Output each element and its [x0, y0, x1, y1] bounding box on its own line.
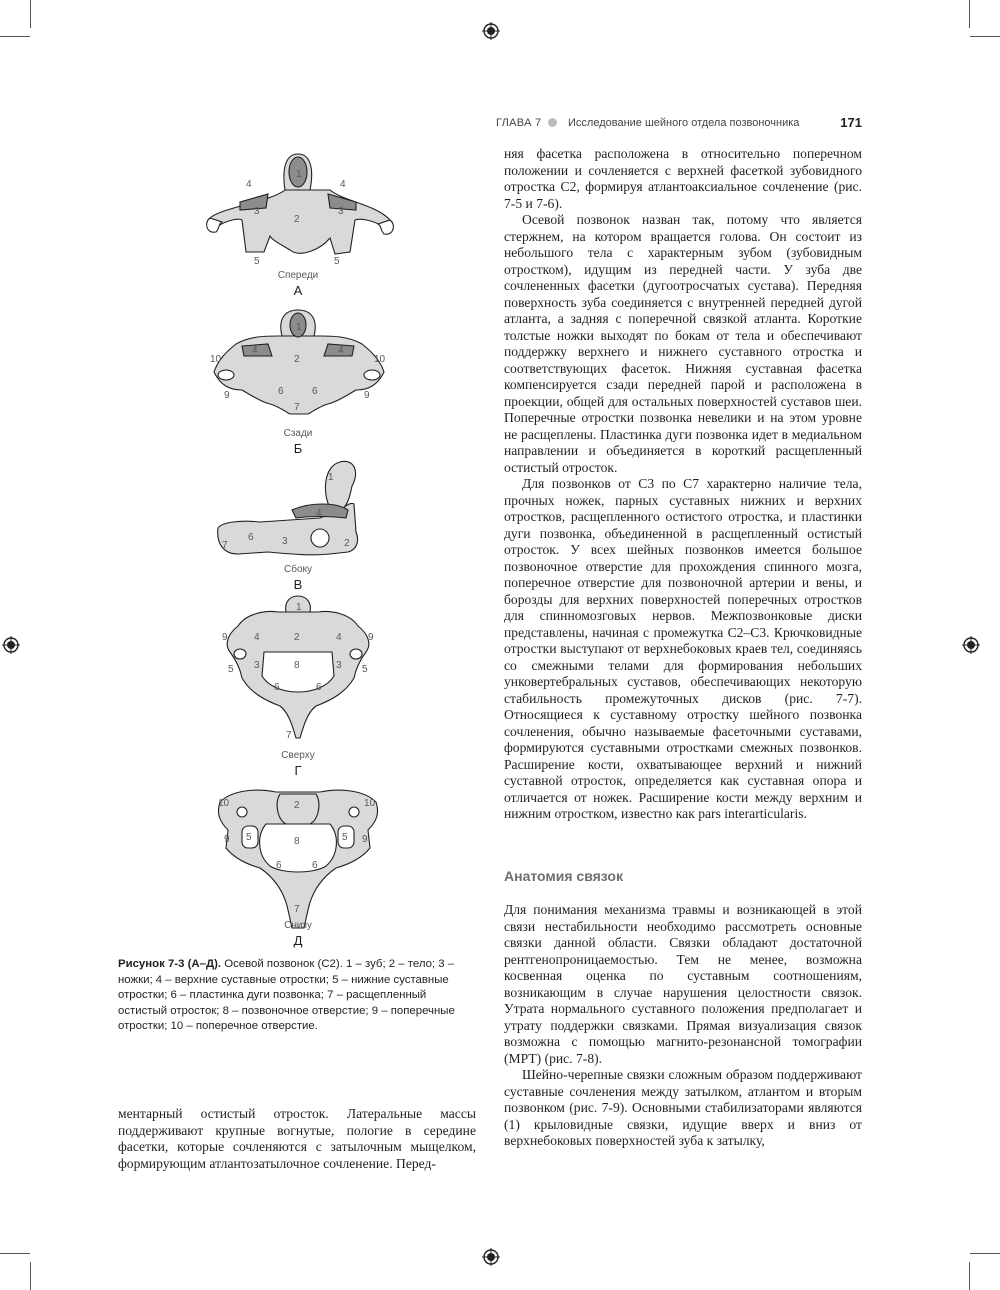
svg-text:9: 9 [364, 390, 370, 401]
view-letter: А [293, 283, 303, 298]
svg-text:10: 10 [218, 798, 230, 809]
svg-text:9: 9 [362, 834, 368, 845]
view-anterior [207, 154, 394, 267]
caption-text: Осевой позвонок (С2). 1 – зуб; 2 – тело; 3 – ножки; 4 – верхние суставные отростки; 5 – нижние суставные отростки; 6 – пластинка дуги позвонка; 7 – расщепленный остистый отросток; 8 – позвоночное отверстие; 9 – поперечные отростки; 10 – поперечное отверстие. [118, 958, 455, 1032]
svg-text:1: 1 [328, 472, 334, 483]
svg-text:5: 5 [246, 832, 252, 843]
svg-text:3: 3 [338, 206, 344, 217]
view-label: Сверху [281, 750, 315, 761]
chapter-label: ГЛАВА 7 [496, 117, 542, 129]
svg-text:7: 7 [294, 904, 300, 915]
svg-text:9: 9 [222, 632, 228, 643]
svg-text:10: 10 [374, 354, 386, 365]
crop-mark [970, 1253, 1000, 1254]
crop-mark [969, 0, 970, 28]
caption-label: Рисунок 7-3 [118, 958, 185, 970]
svg-text:7: 7 [222, 540, 228, 551]
crop-mark [30, 1262, 31, 1290]
svg-text:6: 6 [248, 532, 254, 543]
svg-text:7: 7 [286, 730, 292, 741]
bullet-icon [548, 118, 557, 127]
registration-mark-icon [2, 636, 20, 654]
paragraph: Шейно-черепные связки сложным образом поддерживают суставные сочленения между затылком, атлантом и вторым позвонком (рис. 7-9). Основными стабилизаторами являются (1) крыловидные связки, идущие вверх и вниз от верхнебоковых поверхностей зуба к затылку, [504, 1067, 862, 1148]
paragraph: няя фасетка расположена в относительно поперечном положении и сочленяется с верхней фасеткой зубовидного отростка С2, формируя атлантоаксиальное сочленение (рис. 7-5 и 7-6). [504, 146, 862, 211]
crop-mark [969, 1262, 970, 1290]
svg-text:3: 3 [254, 660, 260, 671]
svg-text:6: 6 [276, 860, 282, 871]
left-column [118, 1106, 476, 1172]
crop-mark [30, 0, 31, 28]
svg-text:6: 6 [278, 386, 284, 397]
figure-caption [118, 957, 478, 1035]
svg-text:1: 1 [296, 322, 302, 333]
svg-text:8: 8 [294, 836, 300, 847]
registration-mark-icon [482, 1248, 500, 1266]
svg-text:9: 9 [224, 390, 230, 401]
svg-text:5: 5 [362, 664, 368, 675]
svg-text:6: 6 [312, 860, 318, 871]
view-letter: Г [294, 763, 302, 778]
crop-mark [0, 1253, 30, 1254]
chapter-title: Исследование шейного отдела позвоночника [568, 117, 800, 129]
crop-mark [970, 36, 1000, 37]
svg-text:3: 3 [282, 536, 288, 547]
view-inferior [218, 790, 378, 928]
svg-text:10: 10 [364, 798, 376, 809]
svg-text:6: 6 [274, 682, 280, 693]
svg-text:9: 9 [224, 834, 230, 845]
svg-text:3: 3 [336, 660, 342, 671]
svg-text:5: 5 [228, 664, 234, 675]
svg-text:5: 5 [254, 256, 260, 267]
view-label: Снизу [284, 920, 312, 931]
svg-text:3: 3 [254, 206, 260, 217]
svg-text:2: 2 [294, 800, 300, 811]
crop-mark [0, 36, 30, 37]
paragraph: Для позвонков от С3 по С7 характерно наличие тела, прочных ножек, парных суставных нижних и верхних отростков, расщепленного остистого отростка, и пластинки дуги позвонка, объединенной в расщепленный остистый отросток. У всех шейных позвонков имеется большое позвоночное отверстие для прохождения спинного мозга, поперечное отверстие для позвоночной артерии и вены, и борозды для верхних поверхностей поперечных отростков для спинномозговых нервов. Межпозвонковые диски представлены, начиная с промежутка С2–С3. Крючковидные отростки выступают от верхнебоковых краев тел, соединяясь со смежными телами для формирования небольших унковертебральных суставов, обеспечивающих некоторую стабильность промежуточных дисков (рис. 7-7). Относящиеся к суставному отростку шейного позвонка сочленения, обычно называемые фасеточными суставами, формируются суставными отростками смежных позвонков. Расширение кости, охватывающее верхний и нижний суставной отросток, определяется как суставная опора и отличается от ножек. Расширение кости между верхним и нижним отростком, известно как pars interarticularis. [504, 476, 862, 821]
svg-text:2: 2 [294, 214, 300, 225]
view-label: Сбоку [284, 564, 312, 575]
svg-text:4: 4 [316, 508, 322, 519]
paragraph: ментарный остистый отросток. Латеральные массы поддерживают крупные вогнутые, пологие в середине фасетки, которые сочленяются с затылочным мыщелком, формирующим атлантозатылочное сочленение. Перед- [118, 1106, 476, 1171]
svg-text:4: 4 [340, 179, 346, 190]
svg-text:6: 6 [316, 682, 322, 693]
svg-text:4: 4 [252, 345, 258, 356]
view-lateral [218, 461, 358, 555]
right-column-lower [504, 902, 862, 1150]
paragraph: Для понимания механизма травмы и возникающей в этой связи нестабильности необходимо рассмотреть основные связки данной области. Связки обладают достаточной рентгенопроницаемостью. Тем не менее, возможна косвенная оценка по суставным соотношениям, возникающим в случае нарушения целостности связок. Утрата нормального суставного положения предполагает и утрату поддержки связками. Прямая визуализация связок возможна с помощью магнито-резонансной томографии (МРТ) (рис. 7-8). [504, 902, 862, 1066]
svg-text:5: 5 [334, 256, 340, 267]
view-superior [222, 596, 374, 741]
caption-range: (А–Д). [187, 958, 222, 970]
svg-text:5: 5 [342, 832, 348, 843]
view-letter: В [293, 577, 303, 592]
svg-text:4: 4 [246, 179, 252, 190]
svg-text:7: 7 [294, 402, 300, 413]
svg-text:1: 1 [296, 169, 302, 180]
svg-text:2: 2 [294, 632, 300, 643]
svg-text:1: 1 [296, 602, 302, 613]
right-column-upper [504, 146, 862, 823]
svg-text:8: 8 [294, 660, 300, 671]
svg-text:2: 2 [294, 354, 300, 365]
svg-text:4: 4 [338, 345, 344, 356]
svg-text:9: 9 [368, 632, 374, 643]
vertebra-figure [160, 140, 430, 960]
view-letter: Д [293, 933, 303, 948]
view-label: Спереди [277, 270, 319, 281]
view-letter: Б [293, 441, 303, 456]
view-posterior [210, 310, 386, 414]
registration-mark-icon [482, 22, 500, 40]
svg-text:2: 2 [344, 538, 350, 549]
view-label: Сзади [283, 428, 313, 439]
svg-text:4: 4 [254, 632, 260, 643]
paragraph: Осевой позвонок назван так, потому что является стержнем, на котором вращается голова. Он состоит из небольшого тела с характерным зубом (зубовидным отростком), идущим из передней части. У зуба две сочлененных фасетки (дугоотросчатых сустава). Передняя поверхность зуба соединяется с внутренней передней дугой атланта, а задняя с поперечной связкой атланта. Короткие толстые ножки выходят по бокам от тела и обеспечивают поддержку верхнего и нижнего суставного отростка и соответствующих фасеток. Нижняя суставная фасетка компенсируется сзади передней парой и расположена в проекции, общей для остальных поверхностей суставов шеи. Поперечные отростки позвонка невелики и на этом уровне не расщеплены. Пластинка дуги позвонка идет в медиальном направлении и объединяется в короткий расщепленный остистый отросток. [504, 212, 862, 475]
section-heading: Анатомия связок [504, 868, 623, 884]
registration-mark-icon [962, 636, 980, 654]
svg-text:6: 6 [312, 386, 318, 397]
svg-text:4: 4 [336, 632, 342, 643]
svg-text:10: 10 [210, 354, 222, 365]
page-number: 171 [840, 115, 862, 130]
